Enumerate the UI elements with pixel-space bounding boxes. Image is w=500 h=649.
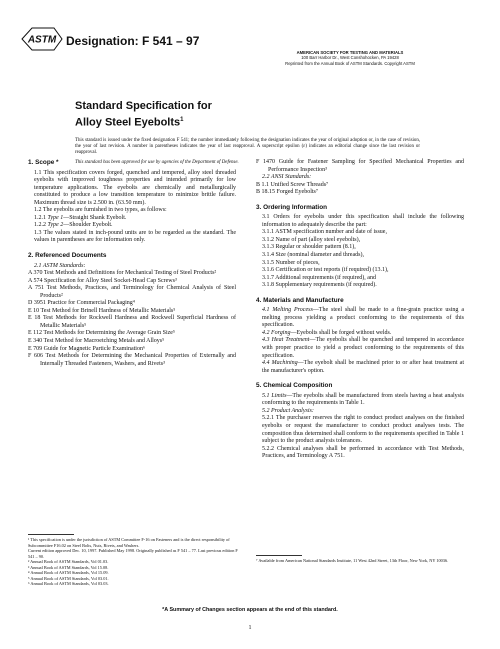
type-description: —Shoulder Eyebolt. [63,222,113,229]
ordering-item: 3.1.7 Additional requirements (if required), and [262,274,376,281]
paragraph-lead: 4.3 Heat Treatment [262,337,310,344]
footnote: ⁶ Annual Book of ASTM Standards, Vol 03.03. [28,581,109,586]
section-heading-ordering-information: 3. Ordering Information [256,203,328,211]
left-column [28,159,236,368]
paragraph-5-2-1: 5.2.1 The purchaser reserves the right to conduct product analyses on the finished eyebolts or request the manufacturer to conduct product analyses tests. The composition thus determined shall conform to the requirements specified in Table 1 subject to the product analysis tolerances. [262,415,464,445]
reference-item: E 340 Test Method for Macroetching Metals and Alloys⁵ [28,338,165,345]
type-description: —Straight Shank Eyebolt. [63,214,127,221]
publisher-line: AMERICAN SOCIETY FOR TESTING AND MATERIALS [296,50,404,55]
paragraph-2-1: 2.1 ASTM Standards: [34,262,86,269]
paragraph-2-2: 2.2 ANSI Standards: [262,174,312,181]
ordering-item: 3.1.4 Size (nominal diameter and threads), [262,252,364,259]
reference-item: E 112 Test Methods for Determining the Average Grain Size⁵ [28,330,176,337]
reference-item: A 574 Specification for Alloy Steel Socket-Head Cap Screws³ [28,277,177,284]
ordering-item: 3.1.2 Name of part (alloy steel eyebolts), [262,236,361,243]
footnote-rule [256,555,302,556]
section-heading-chemical-composition: 5. Chemical Composition [256,382,333,390]
footnote: ³ Annual Book of ASTM Standards, Vol 15.08. [28,564,109,570]
footnote: ⁴ Annual Book of ASTM Standards, Vol 15.09. [28,570,109,575]
ordering-item: 3.1.5 Number of pieces, [262,259,320,266]
item-number: 1.2.2 [34,222,46,229]
ordering-item: 3.1.1 ASTM specification number and date of issue, [262,229,387,236]
reference-item: F 1470 Guide for Fastener Sampling for Specified Mechanical Properties and Performance Inspection³ [256,159,464,173]
paragraph-text: —The steel shall be made to a fine-grain practice using a melting process yielding a product conforming to the requirements of this specification. [262,307,464,329]
footnote-rule [28,534,74,535]
svg-text:ASTM: ASTM [27,34,57,46]
paragraph-1-2-1 [28,215,236,223]
type-label: Type 1 [47,214,64,221]
publisher-line: 100 Barr Harbor Dr., West Conshohocken, PA 19428 [301,55,399,61]
section-heading-scope: 1. Scope * [28,159,59,166]
page-number: 1 [248,625,252,631]
intro-text: This standard is issued under the fixed designation F 541; the number immediately following the designation indicates the year of original adoption or, in the case of revision, the year of last revision. A number in parentheses indicates the year of last reapproval. A superscript epsilon (ε) indicates an editorial change since the last revision or reapproval. [75,138,420,156]
paragraph-1-1: 1.1 This specification covers forged, quenched and tempered, alloy steel threaded eyebolts with improved toughness properties and intended primarily for low temperature applications. The eyebolts are chemically and metallurgically constituted to produce a low transition temperature to minimize brittle failure. Maximum thread size is 2.500 in. (63.50 mm). [34,169,236,206]
paragraph-1-3: 1.3 The values stated in inch-pound units are to be regarded as the standard. The values in parentheses are for information only. [34,229,236,244]
dod-approval: This standard has been approved for use by agencies of the Department of Defense. [75,160,239,166]
footnote: ¹ This specification is under the jurisdiction of ASTM Committee F-16 on Fasteners and is the direct responsibility of Subcommittee F16.02 on Steel Bolts, Nuts, Rivets, and Washers. [28,537,230,548]
reference-item: B 1.1 Unified Screw Threads⁷ [256,181,329,188]
title-main-text: Alloy Steel Eyebolts [75,116,181,129]
publisher-block [250,50,450,66]
paragraph-text: —Eyebolts shall be forged without welds. [290,329,392,336]
left-footnotes [28,537,240,587]
paragraph-5-2: 5.2 Product Analysis: [262,407,314,414]
reference-item: E 709 Guide for Magnetic Particle Examination⁶ [28,345,146,352]
reference-item: F 606 Test Methods for Determining the Mechanical Properties of Externally and Internally Threaded Fasteners, Washers, and Rivets³ [28,353,236,367]
paragraph-4-3 [256,337,464,360]
paragraph-3-1: 3.1 Orders for eyebolts under this specification shall include the following information to adequately describe the part: [262,214,464,228]
ordering-item: 3.1.3 Regular or shoulder pattern (8.1), [262,244,356,251]
footnote: ² Annual Book of ASTM Standards, Vol 01.03. [28,559,109,564]
title-line-main [75,113,212,130]
astm-logo [20,26,64,52]
ordering-item: 3.1.6 Certification or test reports (if required) (13.1), [262,267,389,274]
paragraph-lead: 4.1 Melting Process [262,307,313,314]
reference-item: E 18 Test Methods for Rockwell Hardness and Rockwell Superficial Hardness of Metallic Materials⁵ [28,315,236,329]
reference-item: D 3951 Practice for Commercial Packaging⁴ [28,300,135,307]
paragraph-lead: 5.1 Limits [262,392,287,399]
paragraph-5-2-2: 5.2.2 Chemical analyses shall be performed in accordance with Test Methods, Practices, and Terminology A 751. [262,445,464,460]
type-label: Type 2 [47,222,64,229]
right-footnotes [256,558,468,564]
paragraph-4-4 [256,360,464,375]
paragraph-4-1 [256,307,464,330]
section-heading-materials-and-manufacture: 4. Materials and Manufacture [256,296,344,304]
reference-item: E 10 Test Method for Brinell Hardness of Metallic Materials⁵ [28,307,176,314]
paragraph-text: —The eyebolts shall be quenched and tempered in accordance with proper practice to yield a product conforming to the requirements of this specification. [262,337,464,359]
designation: Designation: F 541 – 97 [66,34,200,48]
paragraph-1-2: 1.2 The eyebolts are furnished in two types, as follows: [34,207,167,214]
paragraph-lead: 4.4 Machining [262,360,298,367]
paragraph-text: —The eyebolt shall be machined prior to or after heat treatment at the manufacturer's option. [262,360,464,374]
reference-item: A 370 Test Methods and Definitions for Mechanical Testing of Steel Products² [28,270,217,277]
footnote: ⁷ Available from American National Standards Institute, 11 West 42nd Street, 13th Floor, New York, NY 10036. [256,558,449,563]
paragraph-text: —The eyebolts shall be manufactured from steels having a heat analysis conforming to the requirements in Table 1. [262,392,464,407]
title-footnote-mark: 1 [180,117,184,123]
publisher-line: Reprinted from the Annual Book of ASTM Standards. Copyright ASTM [285,60,415,66]
ordering-item: 3.1.8 Supplementary requirements (if required). [262,282,377,289]
title-line: Standard Specification for [75,100,212,112]
footnote: ⁵ Annual Book of ASTM Standards, Vol 03.01. [28,575,109,581]
paragraph-5-1 [256,393,464,408]
footnote: Current edition approved Dec. 10, 1997. Published May 1998. Originally published as F 541 – 77. Last previous edition F 541 – 90. [28,548,238,559]
paragraph-1-2-2 [28,222,236,230]
document-title [75,99,212,130]
paragraph-lead: 4.2 Forging [262,329,291,336]
reference-item: B 18.15 Forged Eyebolts⁷ [256,189,318,196]
reference-item: A 751 Test Methods, Practices, and Terminology for Chemical Analysis of Steel Products² [28,285,236,299]
item-number: 1.2.1 [34,214,46,221]
summary-of-changes-note: *A Summary of Changes section appears at the end of this standard. [162,607,338,613]
right-column [256,159,464,461]
section-heading-referenced-documents: 2. Referenced Documents [28,252,107,260]
